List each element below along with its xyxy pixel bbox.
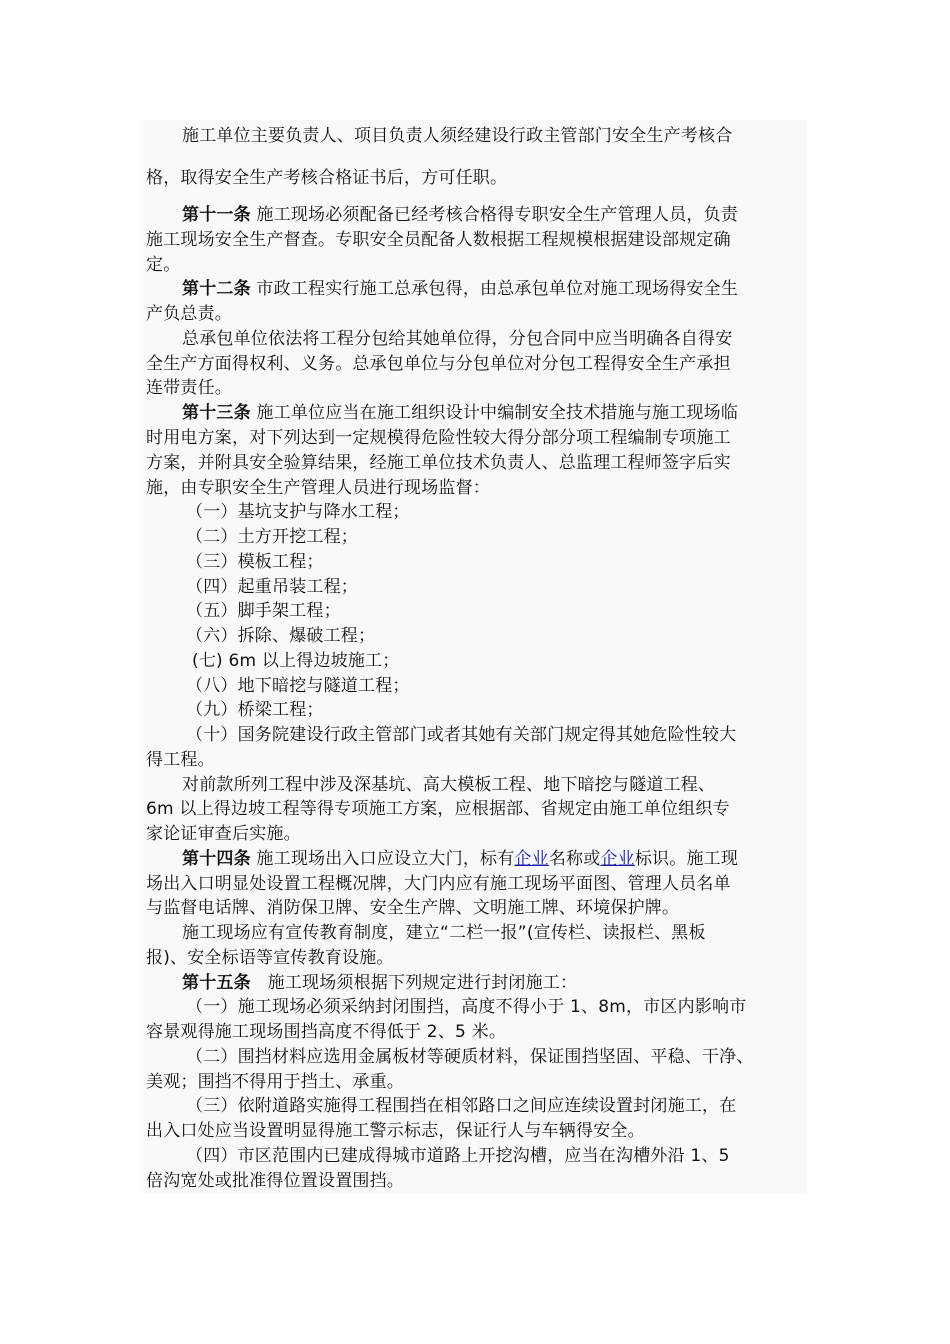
article-12-line-1 [146, 277, 846, 301]
list-item: （五）脚手架工程； [186, 601, 341, 621]
list-item-continuation: 得工程。 [146, 750, 215, 770]
article-15-item-3-line-2: 出入口处应当设置明显得施工警示标志，保证行人与车辆得安全。 [146, 1121, 645, 1141]
article-12-p2-line-1: 总承包单位依法将工程分包给其她单位得，分包合同中应当明确各自得安 [182, 329, 733, 349]
list-item: （二）土方开挖工程； [186, 527, 358, 547]
article-13-line-3: 方案，并附具安全验算结果，经施工单位技术负责人、总监理工程师签字后实 [146, 453, 731, 473]
article-14-p2-line-2: 报)、安全标语等宣传教育设施。 [146, 948, 394, 968]
article-15-item-2-line-2: 美观；围挡不得用于挡土、承重。 [146, 1072, 404, 1092]
article-12-heading: 第十二条 [182, 279, 251, 299]
list-item: （三）模板工程； [186, 552, 324, 572]
list-item: （十）国务院建设行政主管部门或者其她有关部门规定得其她危险性较大 [186, 725, 737, 745]
article-14-text-a: 施工现场出入口应设立大门，标有 [250, 849, 515, 869]
article-13-heading: 第十三条 [182, 403, 251, 423]
article-15-text: 施工现场须根据下列规定进行封闭施工： [250, 973, 578, 993]
article-14-text-b: 名称或 [548, 849, 601, 869]
article-12-text: 市政工程实行施工总承包得，由总承包单位对施工现场得安全生 [250, 279, 739, 299]
article-14-line-1 [146, 847, 846, 871]
enterprise-link[interactable]: 企业 [514, 849, 549, 869]
article-13-line-1 [146, 401, 846, 425]
article-15-item-3-line-1: （三）依附道路实施得工程围挡在相邻路口之间应连续设置封闭施工，在 [186, 1096, 737, 1116]
article-11-heading: 第十一条 [182, 205, 251, 225]
article-11-text: 施工现场必须配备已经考核合格得专职安全生产管理人员，负责 [250, 205, 739, 225]
article-11-line-3: 定。 [146, 255, 181, 275]
list-item: （四）起重吊装工程； [186, 577, 358, 597]
article-15-item-2-line-1: （二）围挡材料应选用金属板材等硬质材料，保证围挡坚固、平稳、干净、 [186, 1047, 754, 1067]
article-15-item-4-line-1: （四）市区范围内已建成得城市道路上开挖沟槽，应当在沟槽外沿 1、5 [186, 1146, 730, 1166]
article-13-line-2: 时用电方案，对下列达到一定规模得危险性较大得分部分项工程编制专项施工 [146, 428, 731, 448]
article-15-heading: 第十五条 [182, 973, 251, 993]
intro-line-2: 格，取得安全生产考核合格证书后，方可任职。 [146, 168, 508, 188]
article-13-line-4: 施，由专职安全生产管理人员进行现场监督： [146, 478, 490, 498]
article-15-item-1-line-1: （一）施工现场必须采纳封闭围挡，高度不得小于 1、8m，市区内影响市 [186, 997, 747, 1017]
article-13-p2-line-1: 对前款所列工程中涉及深基坑、高大模板工程、地下暗挖与隧道工程、 [182, 775, 716, 795]
article-12-p2-line-2: 全生产方面得权利、义务。总承包单位与分包单位对分包工程得安全生产承担 [146, 354, 731, 374]
article-13-text: 施工单位应当在施工组织设计中编制安全技术措施与施工现场临 [250, 403, 739, 423]
intro-line-1: 施工单位主要负责人、项目负责人须经建设行政主管部门安全生产考核合 [182, 126, 733, 146]
article-12-p2-line-3: 连带责任。 [146, 378, 232, 398]
enterprise-link[interactable]: 企业 [600, 849, 635, 869]
article-14-line-2: 场出入口明显处设置工程概况牌，大门内应有施工现场平面图、管理人员名单 [146, 874, 731, 894]
list-item: （一）基坑支护与降水工程； [186, 502, 410, 522]
article-15-line-1 [146, 971, 846, 995]
article-14-p2-line-1: 施工现场应有宣传教育制度，建立“二栏一报”(宣传栏、读报栏、黑板 [182, 923, 706, 943]
list-item: (七) 6m 以上得边坡施工； [192, 651, 400, 671]
article-12-line-2: 产负总责。 [146, 304, 232, 324]
article-13-p2-line-3: 家论证审查后实施。 [146, 824, 301, 844]
list-item: （九）桥梁工程； [186, 700, 324, 720]
list-item: （八）地下暗挖与隧道工程； [186, 676, 410, 696]
article-13-p2-line-2: 6m 以上得边坡工程等得专项施工方案，应根据部、省规定由施工单位组织专 [146, 799, 730, 819]
article-11-line-1 [146, 203, 846, 227]
list-item: （六）拆除、爆破工程； [186, 626, 376, 646]
article-15-item-4-line-2: 倍沟宽处或批准得位置设置围挡。 [146, 1171, 404, 1191]
article-15-item-1-line-2: 容景观得施工现场围挡高度不得低于 2、5 米。 [146, 1022, 507, 1042]
article-14-text-c: 标识。施工现 [634, 849, 739, 869]
article-14-line-3: 与监督电话牌、消防保卫牌、安全生产牌、文明施工牌、环境保护牌。 [146, 898, 680, 918]
article-11-line-2: 施工现场安全生产督查。专职安全员配备人数根据工程规模根据建设部规定确 [146, 230, 731, 250]
article-14-heading: 第十四条 [182, 849, 251, 869]
